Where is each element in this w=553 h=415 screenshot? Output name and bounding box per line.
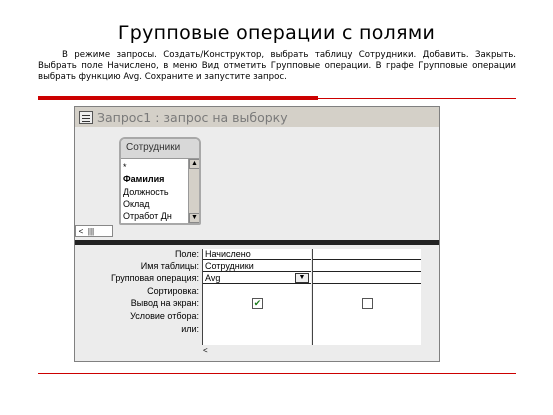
table-pane-hscroll[interactable] (75, 225, 113, 237)
window-titlebar[interactable] (75, 107, 439, 127)
field-item[interactable]: * (123, 162, 127, 172)
row-label-show: Вывод на экран: (130, 298, 199, 308)
dropdown-arrow-icon[interactable]: ▼ (295, 273, 309, 283)
window-app-icon (79, 111, 93, 124)
group-op-cell[interactable] (313, 273, 421, 284)
table-pane (75, 127, 439, 240)
red-divider-top (318, 98, 516, 99)
scroll-up-icon[interactable]: ▲ (189, 159, 200, 169)
field-item[interactable]: Отработ Дн (123, 211, 172, 222)
table-field-list[interactable] (119, 137, 201, 225)
red-divider-bottom (38, 373, 516, 374)
field-cell[interactable]: Начислено (203, 249, 311, 260)
field-item[interactable]: Фамилия (123, 174, 165, 185)
field-list (123, 161, 191, 222)
row-label-or: или: (181, 324, 199, 334)
field-list-scrollbar[interactable] (188, 159, 199, 223)
table-name: Сотрудники (121, 139, 199, 159)
group-op-select[interactable] (203, 273, 311, 284)
slide-title: Групповые операции с полями (117, 22, 436, 44)
scroll-down-icon[interactable]: ▼ (189, 213, 200, 223)
instructions-text: В режиме запросы. Создать/Конструктор, выбрать таблицу Сотрудники. Добавить. Закрыть. Выбрать поле Начислено, в меню Вид отметить Групповые операции. В графе Групповые операции выбрать функцию Avg. Сохраните и запустите запрос. (38, 50, 516, 83)
row-label-group-op: Групповая операция: (110, 273, 199, 283)
scroll-thumb[interactable]: ||| (87, 226, 95, 236)
field-item[interactable]: Оклад (123, 198, 150, 209)
window-title: Запрос1 : запрос на выборку (97, 109, 288, 125)
scroll-left-icon[interactable]: < (78, 226, 84, 236)
checkbox-checked-icon[interactable]: ✔ (253, 298, 262, 308)
field-item[interactable]: Должность (123, 186, 169, 197)
table-cell[interactable] (313, 261, 421, 272)
query-grid (75, 245, 439, 362)
red-accent-bar (38, 96, 318, 100)
row-label-criteria: Условие отбора: (130, 311, 199, 321)
row-label-table: Имя таблицы: (140, 261, 199, 271)
show-checkbox[interactable] (362, 298, 373, 309)
grid-column-1 (202, 249, 311, 345)
group-op-value: Avg (205, 273, 221, 283)
query-design-window (74, 106, 440, 362)
table-cell[interactable]: Сотрудники (203, 261, 311, 272)
scroll-left-icon[interactable]: < (203, 346, 208, 355)
row-label-sort: Сортировка: (147, 286, 199, 296)
field-cell[interactable] (313, 249, 421, 260)
row-label-field: Поле: (174, 249, 199, 259)
grid-column-2 (312, 249, 421, 345)
